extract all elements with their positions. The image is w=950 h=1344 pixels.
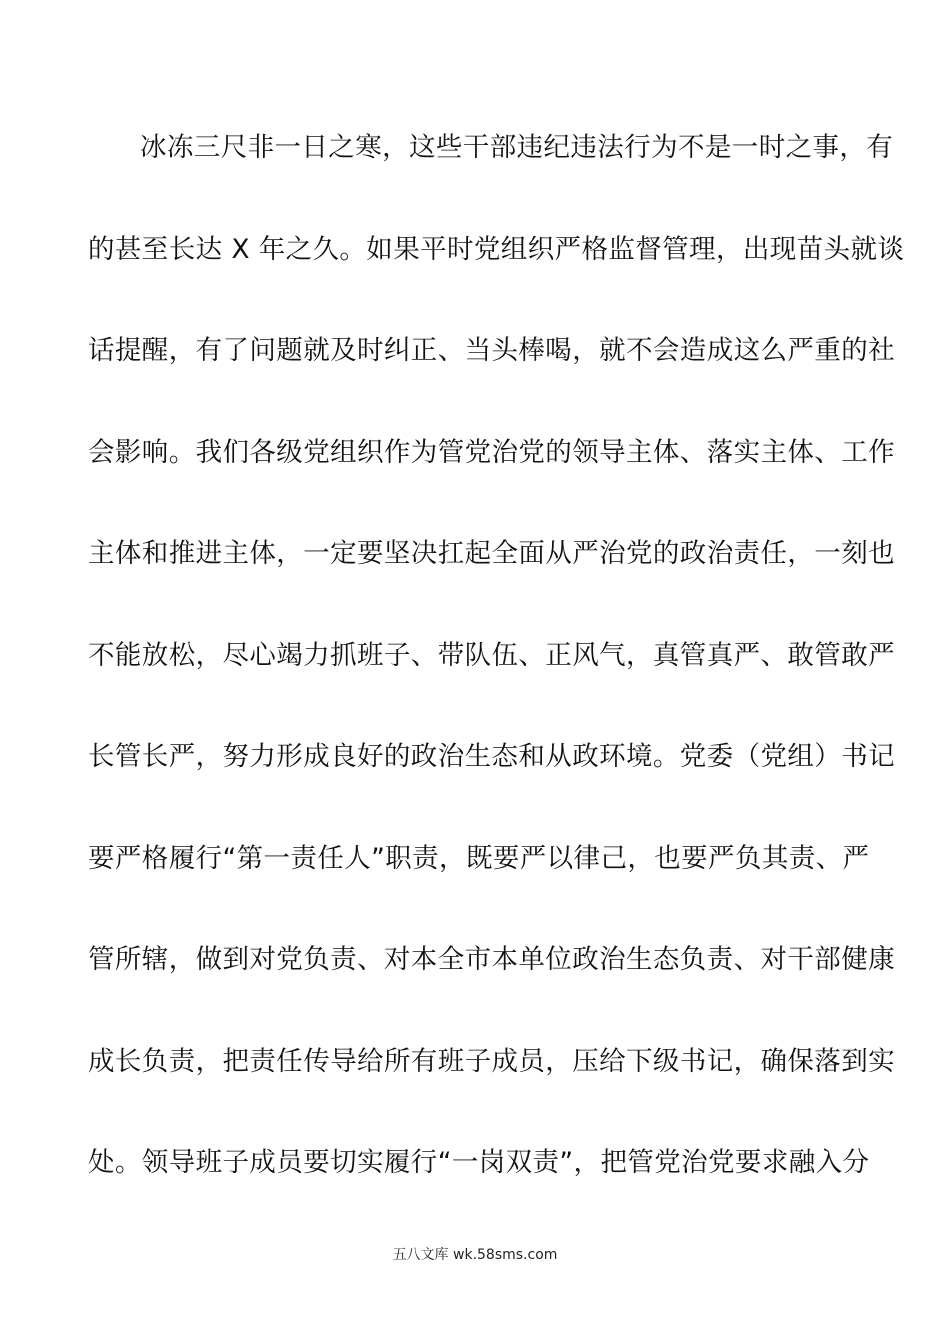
page-footer: 五八文库 wk.58sms.com xyxy=(392,1247,558,1263)
body-paragraph xyxy=(88,120,905,1237)
text-line: 成长负责，把责任传导给所有班子成员，压给下级书记，确保落到实 xyxy=(88,1045,895,1077)
text-line: 要严格履行“第一责任人”职责，既要严以律己，也要严负其责、严 xyxy=(88,842,870,874)
text-line: 冰冻三尺非一日之寒，这些干部违纪违法行为不是一时之事，有 xyxy=(140,132,894,163)
text-line: 会影响。我们各级党组织作为管党治党的领导主体、落实主体、工作 xyxy=(88,436,895,468)
text-line: 不能放松，尽心竭力抓班子、带队伍、正风气，真管真严、敢管敢严 xyxy=(88,639,895,671)
text-line: 主体和推进主体，一定要坚决扛起全面从严治党的政治责任，一刻也 xyxy=(88,538,895,569)
text-line: 长管长严，努力形成良好的政治生态和从政环境。党委（党组）书记 xyxy=(88,741,895,772)
text-line: 管所辖，做到对党负责、对本全市本单位政治生态负责、对干部健康 xyxy=(88,944,895,975)
text-line: 话提醒，有了问题就及时纠正、当头棒喝，就不会造成这么严重的社 xyxy=(88,335,895,366)
text-line: 的甚至长达 X 年之久。如果平时党组织严格监督管理，出现苗头就谈 xyxy=(88,233,905,265)
text-line: 处。领导班子成员要切实履行“一岗双责”，把管党治党要求融入分 xyxy=(88,1147,870,1178)
